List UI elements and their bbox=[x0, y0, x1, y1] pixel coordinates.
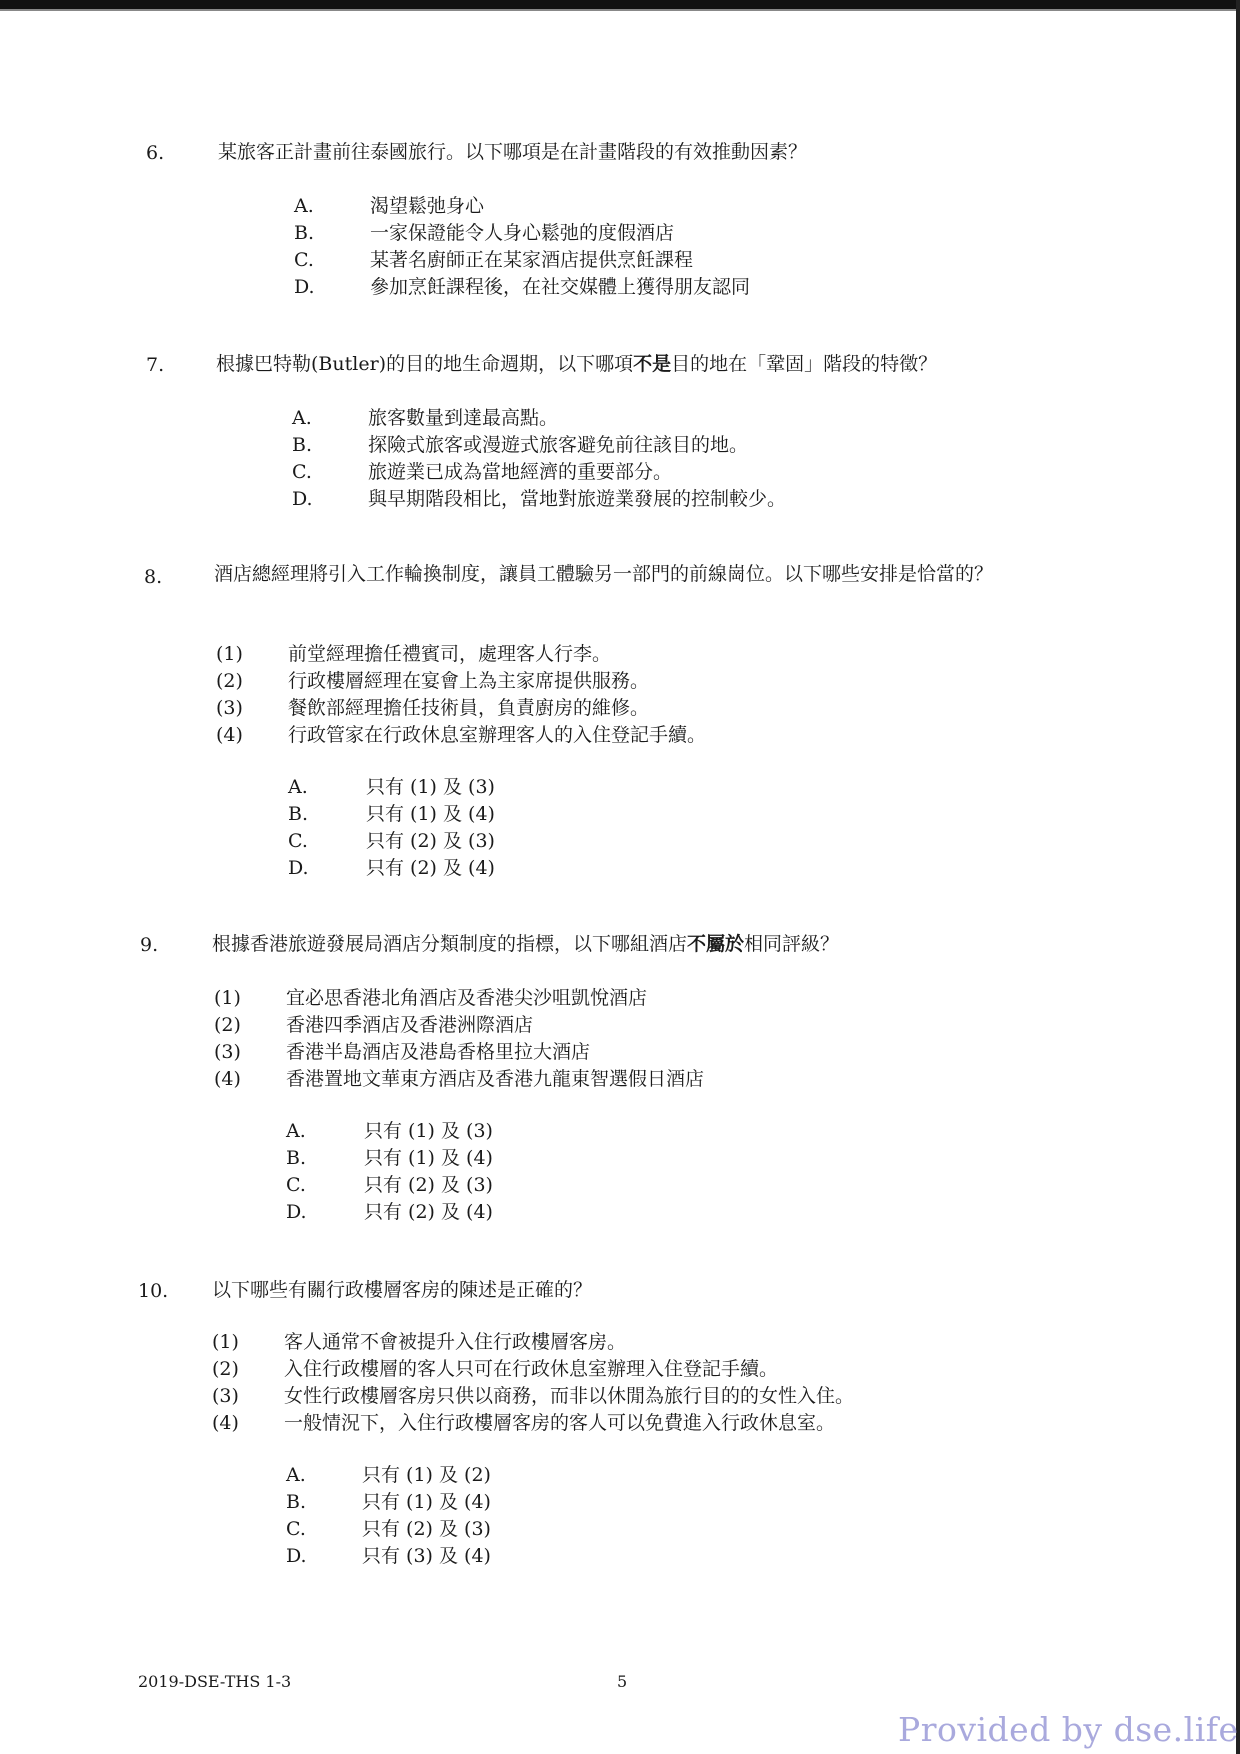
stem-emphasis: 不屬於 bbox=[687, 933, 745, 955]
paper-code: 2019-DSE-THS 1-3 bbox=[138, 1672, 292, 1691]
stem-emphasis: 不是 bbox=[633, 353, 672, 375]
question-number: 7. bbox=[146, 354, 165, 376]
question-number: 6. bbox=[146, 142, 165, 164]
question-stem: 以下哪些有關行政樓層客房的陳述是正確的？ bbox=[212, 1279, 593, 1301]
question-stem: 酒店總經理將引入工作輪換制度，讓員工體驗另一部門的前線崗位。以下哪些安排是恰當的？ bbox=[214, 563, 994, 585]
page-number: 5 bbox=[617, 1672, 628, 1691]
scan-top-shadow bbox=[0, 9, 1240, 11]
question-stem: 某旅客正計畫前往泰國旅行。以下哪項是在計畫階段的有效推動因素？ bbox=[218, 141, 808, 163]
question-stem: 根據巴特勒(Butler)的目的地生命週期，以下哪項不是目的地在「鞏固」階段的特徵？ bbox=[216, 353, 938, 375]
question-number: 9. bbox=[140, 934, 159, 956]
question-number: 8. bbox=[144, 566, 163, 588]
scan-top-edge bbox=[0, 0, 1240, 9]
question-stem: 根據香港旅遊發展局酒店分類制度的指標，以下哪組酒店不屬於相同評級？ bbox=[212, 933, 840, 955]
question-number: 10. bbox=[138, 1280, 169, 1302]
scan-right-edge bbox=[1236, 0, 1240, 1754]
watermark-link[interactable]: Provided by dse.life bbox=[898, 1710, 1239, 1749]
